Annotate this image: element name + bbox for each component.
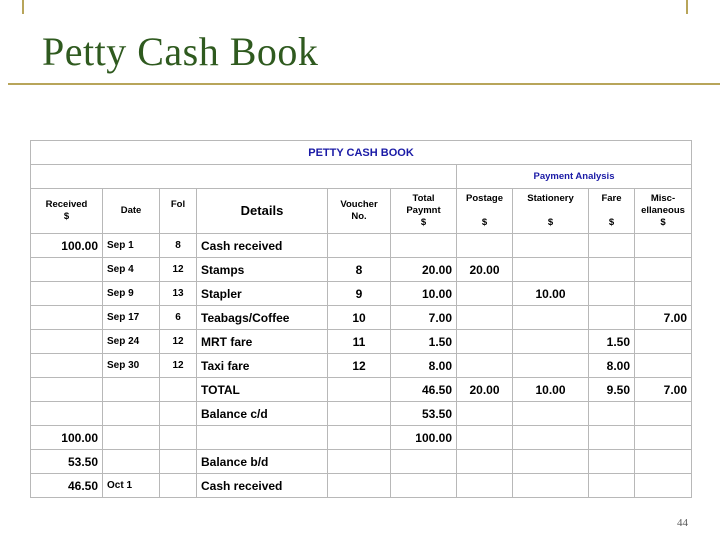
top-left-frame-line [22, 0, 24, 14]
cell-fare [589, 258, 635, 282]
table-row [31, 378, 692, 402]
cell-fol [160, 426, 197, 450]
cell-misc [635, 234, 692, 258]
cell-fol [160, 378, 197, 402]
cell-fare [589, 426, 635, 450]
cell-misc [635, 474, 692, 498]
header-misc-line: ellaneous [641, 205, 685, 217]
cell-details: Balance b/d [197, 450, 328, 474]
cell-postage: 20.00 [457, 258, 513, 282]
header-postage-line: Postage [466, 193, 503, 205]
cell-received: 46.50 [31, 474, 103, 498]
cell-postage [457, 474, 513, 498]
header-fare-line: $ [608, 217, 615, 228]
cell-fare [589, 306, 635, 330]
cell-fol: 12 [160, 354, 197, 378]
table-row [31, 450, 692, 474]
table-row [31, 282, 692, 306]
cell-date: Sep 1 [103, 234, 160, 258]
table-row [31, 426, 692, 450]
header-postage [457, 189, 513, 234]
cell-misc [635, 330, 692, 354]
table-row [31, 354, 692, 378]
cell-voucher: 9 [328, 282, 391, 306]
cell-date: Sep 4 [103, 258, 160, 282]
cell-fare: 8.00 [589, 354, 635, 378]
cell-stationery [513, 306, 589, 330]
cell-stationery [513, 354, 589, 378]
cell-misc [635, 354, 692, 378]
header-fol: Fol [160, 189, 197, 234]
cell-total: 8.00 [391, 354, 457, 378]
cell-fare: 9.50 [589, 378, 635, 402]
cell-received [31, 354, 103, 378]
cell-fol [160, 474, 197, 498]
header-postage-line: $ [481, 217, 488, 228]
cell-postage [457, 354, 513, 378]
cell-date: Sep 9 [103, 282, 160, 306]
cell-total: 46.50 [391, 378, 457, 402]
cell-fol: 13 [160, 282, 197, 306]
header-date: Date [103, 189, 160, 234]
table-row [31, 258, 692, 282]
cell-stationery [513, 426, 589, 450]
cell-stationery [513, 234, 589, 258]
table-heading: PETTY CASH BOOK [31, 141, 692, 165]
cell-received [31, 378, 103, 402]
cell-date: Sep 24 [103, 330, 160, 354]
cell-misc [635, 258, 692, 282]
page-number: 44 [677, 517, 688, 529]
header-received-line: Received [45, 199, 88, 211]
header-received-line: $ [63, 211, 70, 222]
top-right-frame-line [686, 0, 688, 14]
cell-date: Oct 1 [103, 474, 160, 498]
table-heading-row [31, 141, 692, 165]
table-row [31, 234, 692, 258]
cell-voucher: 11 [328, 330, 391, 354]
cell-date [103, 378, 160, 402]
cell-received [31, 330, 103, 354]
cell-fol: 12 [160, 330, 197, 354]
cell-details [197, 426, 328, 450]
cell-received: 53.50 [31, 450, 103, 474]
cell-misc [635, 282, 692, 306]
cell-stationery [513, 258, 589, 282]
cell-voucher [328, 426, 391, 450]
cell-total: 100.00 [391, 426, 457, 450]
header-voucher-line: Voucher [340, 199, 378, 211]
header-total-line: Paymnt [406, 205, 441, 217]
cell-received [31, 282, 103, 306]
petty-cash-book-table [30, 140, 692, 498]
header-misc [635, 189, 692, 234]
cell-postage [457, 426, 513, 450]
cell-details: TOTAL [197, 378, 328, 402]
title-divider [8, 83, 720, 85]
cell-postage: 20.00 [457, 378, 513, 402]
payment-analysis-label: Payment Analysis [457, 165, 692, 189]
cell-fol [160, 450, 197, 474]
cell-total: 20.00 [391, 258, 457, 282]
header-received [31, 189, 103, 234]
cell-received [31, 306, 103, 330]
cell-total [391, 474, 457, 498]
cell-total: 7.00 [391, 306, 457, 330]
cell-voucher: 8 [328, 258, 391, 282]
cell-date: Sep 17 [103, 306, 160, 330]
cell-voucher [328, 234, 391, 258]
cell-details: Stamps [197, 258, 328, 282]
cell-details: MRT fare [197, 330, 328, 354]
column-header-row [31, 189, 692, 234]
cell-fare [589, 402, 635, 426]
cell-voucher: 10 [328, 306, 391, 330]
cell-details: Cash received [197, 234, 328, 258]
header-details: Details [197, 189, 328, 234]
cell-stationery: 10.00 [513, 282, 589, 306]
cell-misc [635, 450, 692, 474]
cell-fare [589, 282, 635, 306]
cell-total: 10.00 [391, 282, 457, 306]
cell-postage [457, 306, 513, 330]
cell-fol: 12 [160, 258, 197, 282]
cell-stationery: 10.00 [513, 378, 589, 402]
header-fare-line: Fare [601, 193, 622, 205]
cell-misc [635, 402, 692, 426]
header-total-line: Total [412, 193, 435, 205]
cell-fare [589, 234, 635, 258]
cell-stationery [513, 450, 589, 474]
cell-stationery [513, 474, 589, 498]
cell-fare: 1.50 [589, 330, 635, 354]
cell-postage [457, 282, 513, 306]
cell-details: Teabags/Coffee [197, 306, 328, 330]
table-row [31, 306, 692, 330]
table-row [31, 402, 692, 426]
cell-misc: 7.00 [635, 378, 692, 402]
table-row [31, 330, 692, 354]
cell-postage [457, 330, 513, 354]
cell-postage [457, 402, 513, 426]
cell-details: Stapler [197, 282, 328, 306]
slide-title: Petty Cash Book [42, 29, 319, 74]
header-total-line: $ [420, 216, 427, 228]
cell-voucher [328, 378, 391, 402]
cell-fol: 6 [160, 306, 197, 330]
cell-details: Taxi fare [197, 354, 328, 378]
cell-postage [457, 450, 513, 474]
cell-voucher [328, 474, 391, 498]
cell-total: 53.50 [391, 402, 457, 426]
cell-date [103, 450, 160, 474]
header-misc-line: Misc- [650, 193, 676, 205]
cell-received: 100.00 [31, 426, 103, 450]
cell-fol [160, 402, 197, 426]
header-total [391, 189, 457, 234]
cell-date [103, 402, 160, 426]
header-fare [589, 189, 635, 234]
payment-analysis-row [31, 165, 692, 189]
header-stationery-line: $ [547, 217, 554, 228]
cell-fare [589, 474, 635, 498]
cell-misc [635, 426, 692, 450]
cell-details: Cash received [197, 474, 328, 498]
blank-cell [31, 165, 457, 189]
cell-received: 100.00 [31, 234, 103, 258]
table-row [31, 474, 692, 498]
cell-fol: 8 [160, 234, 197, 258]
cell-stationery [513, 402, 589, 426]
cell-date: Sep 30 [103, 354, 160, 378]
header-stationery-line: Stationery [527, 193, 574, 205]
cell-voucher [328, 450, 391, 474]
cell-total [391, 234, 457, 258]
cell-details: Balance c/d [197, 402, 328, 426]
cell-received [31, 402, 103, 426]
cell-stationery [513, 330, 589, 354]
cell-fare [589, 450, 635, 474]
header-voucher [328, 189, 391, 234]
cell-postage [457, 234, 513, 258]
cell-total: 1.50 [391, 330, 457, 354]
header-stationery [513, 189, 589, 234]
cell-voucher: 12 [328, 354, 391, 378]
cell-date [103, 426, 160, 450]
cell-voucher [328, 402, 391, 426]
header-voucher-line: No. [351, 211, 367, 222]
cell-total [391, 450, 457, 474]
cell-received [31, 258, 103, 282]
cell-misc: 7.00 [635, 306, 692, 330]
header-misc-line: $ [660, 216, 666, 228]
